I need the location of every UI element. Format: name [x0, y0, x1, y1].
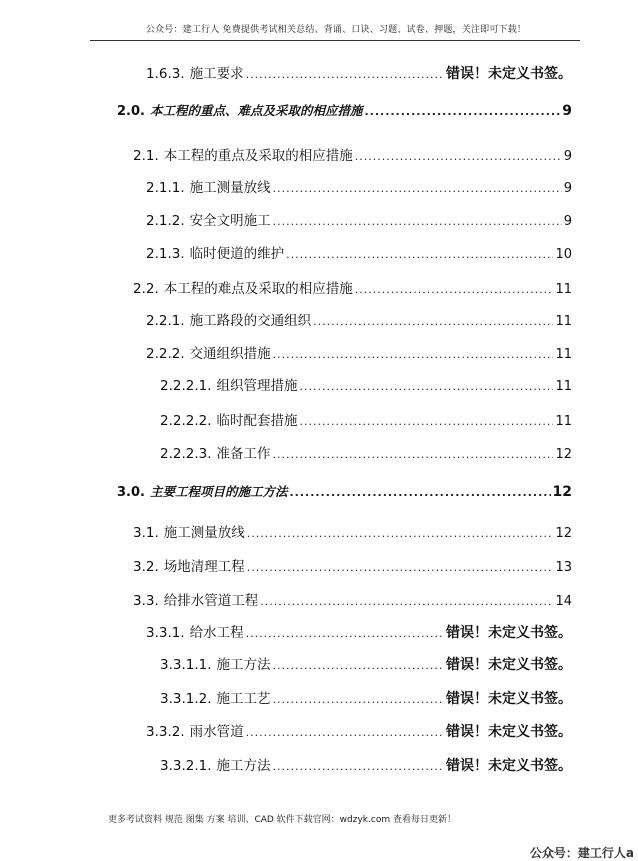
toc-entry-page-number: 9 [563, 181, 572, 196]
toc-entry-number: 3.3.1. [146, 625, 185, 641]
toc-entry-title: 临时配套措施 [216, 413, 298, 429]
toc-entry[interactable] [160, 446, 572, 463]
toc-leader-dots [355, 282, 554, 298]
toc-entry-bookmark-error: 错误！未定义书签。 [446, 691, 572, 707]
toc-entry-number: 2.2.2.3. [160, 446, 212, 462]
toc-entry-title: 雨水管道 [189, 724, 244, 740]
toc-entry-page-number: 9 [563, 214, 572, 229]
toc-leader-dots [246, 725, 444, 741]
toc-entry-number: 3.3.2.1. [160, 758, 212, 774]
toc-leader-dots [300, 379, 554, 395]
toc-entry-bookmark-error: 错误！未定义书签。 [446, 724, 572, 740]
toc-entry[interactable] [146, 213, 572, 230]
toc-leader-dots [273, 214, 562, 230]
toc-entry[interactable] [146, 313, 572, 330]
toc-entry-page-number: 12 [552, 484, 572, 500]
toc-leader-dots [313, 314, 553, 330]
toc-entry-bookmark-error: 错误！未定义书签。 [446, 625, 572, 641]
toc-entry[interactable] [160, 378, 572, 395]
toc-entry-page-number: 9 [562, 103, 572, 119]
toc-entry-bookmark-error: 错误！未定义书签。 [446, 66, 572, 82]
toc-entry-title: 组织管理措施 [216, 378, 298, 394]
toc-entry-bookmark-error: 错误！未定义书签。 [446, 657, 572, 673]
toc-entry-number: 2.2.1. [146, 313, 185, 329]
toc-entry[interactable] [146, 346, 572, 363]
toc-entry-number: 2.0. [117, 104, 145, 119]
toc-entry-number: 2.2.2.1. [160, 378, 212, 394]
toc-leader-dots [364, 104, 560, 120]
toc-entry[interactable] [146, 180, 572, 197]
toc-entry-page-number: 14 [555, 594, 572, 609]
toc-entry-title: 施工方法 [216, 758, 271, 774]
toc-entry-number: 2.2.2. [146, 346, 185, 362]
toc-entry-number: 2.2.2.2. [160, 413, 212, 429]
toc-entry-title: 临时便道的维护 [189, 246, 285, 262]
toc-entry-page-number: 9 [563, 149, 572, 164]
toc-entry-title: 施工路段的交通组织 [189, 313, 312, 329]
toc-leader-dots [246, 67, 444, 83]
toc-entry[interactable] [146, 66, 572, 83]
toc-entry-title: 本工程的重点及采取的相应措施 [163, 148, 353, 164]
toc-entry-title: 交通组织措施 [189, 346, 271, 362]
toc-leader-dots [286, 247, 553, 263]
toc-entry-bookmark-error: 错误！未定义书签。 [446, 758, 572, 774]
toc-entry-number: 3.0. [117, 485, 145, 500]
toc-leader-dots [273, 181, 562, 197]
toc-entry-title: 准备工作 [216, 446, 271, 462]
watermark: 公众号：建工行人a [529, 846, 634, 860]
toc-entry-number: 3.3. [133, 593, 159, 609]
toc-entry[interactable] [160, 758, 572, 775]
toc-leader-dots [300, 414, 554, 430]
toc-entry[interactable] [160, 657, 572, 674]
toc-entry[interactable] [160, 413, 572, 430]
toc-entry-number: 2.1.2. [146, 213, 185, 229]
toc-entry[interactable] [160, 691, 572, 708]
toc-entry-page-number: 12 [555, 526, 572, 541]
toc-entry-title: 给水工程 [189, 625, 244, 641]
toc-entry-page-number: 11 [555, 282, 572, 297]
toc-leader-dots [273, 759, 444, 775]
toc-entry-title: 安全文明施工 [189, 213, 271, 229]
toc-entry-page-number: 12 [555, 447, 572, 462]
toc-leader-dots [273, 347, 554, 363]
toc-entry[interactable] [146, 724, 572, 741]
toc-entry[interactable] [117, 484, 572, 501]
toc-leader-dots [289, 485, 550, 501]
toc-entry[interactable] [133, 525, 572, 542]
toc-entry-number: 3.3.2. [146, 724, 185, 740]
toc-entry-number: 2.2. [133, 281, 159, 297]
toc-entry[interactable] [133, 559, 572, 576]
toc-entry-number: 3.3.1.1. [160, 657, 212, 673]
toc-entry-number: 1.6.3. [146, 66, 185, 82]
toc-entry-page-number: 10 [555, 247, 572, 262]
toc-leader-dots [246, 626, 444, 642]
toc-entry-title: 本工程的难点及采取的相应措施 [163, 281, 353, 297]
toc-entry-page-number: 11 [555, 379, 572, 394]
toc-leader-dots [260, 594, 553, 610]
toc-entry[interactable] [117, 103, 572, 120]
toc-entry[interactable] [146, 246, 572, 263]
toc-entry[interactable] [133, 148, 572, 165]
toc-entry-number: 2.1.3. [146, 246, 185, 262]
toc-entry-title: 施工工艺 [216, 691, 271, 707]
toc-entry-title: 施工测量放线 [163, 525, 245, 541]
toc-entry[interactable] [133, 281, 572, 298]
toc-leader-dots [273, 658, 444, 674]
toc-leader-dots [247, 560, 554, 576]
toc-entry[interactable] [133, 593, 572, 610]
page-header: 公众号：建工行人 免费提供考试相关总结、背诵、口诀、习题、试卷、押题，关注即可下载！ [145, 25, 527, 35]
toc-entry-title: 主要工程项目的施工方法 [149, 484, 288, 499]
toc-entry-title: 施工方法 [216, 657, 271, 673]
toc-entry-number: 2.1. [133, 148, 159, 164]
toc-entry-page-number: 13 [555, 560, 572, 575]
toc-entry-number: 3.3.1.2. [160, 691, 212, 707]
toc-leader-dots [355, 149, 562, 165]
toc-entry-number: 2.1.1. [146, 180, 185, 196]
toc-entry-number: 3.1. [133, 525, 159, 541]
toc-entry-title: 本工程的重点、难点及采取的相应措施 [149, 103, 363, 118]
toc-leader-dots [273, 447, 554, 463]
page-footer: 更多考试资料 规范 图集 方案 培训、CAD 软件下载官网：wdzyk.com 查看每日更新！ [108, 815, 456, 825]
toc-leader-dots [273, 692, 444, 708]
toc-entry-page-number: 11 [555, 414, 572, 429]
toc-leader-dots [247, 526, 554, 542]
toc-entry[interactable] [146, 625, 572, 642]
toc-entry-number: 3.2. [133, 559, 159, 575]
toc-entry-title: 施工测量放线 [189, 180, 271, 196]
toc-entry-page-number: 11 [555, 314, 572, 329]
toc-entry-page-number: 11 [555, 347, 572, 362]
toc-entry-title: 给排水管道工程 [163, 593, 259, 609]
toc-entry-title: 施工要求 [189, 66, 244, 82]
toc-entry-title: 场地清理工程 [163, 559, 245, 575]
